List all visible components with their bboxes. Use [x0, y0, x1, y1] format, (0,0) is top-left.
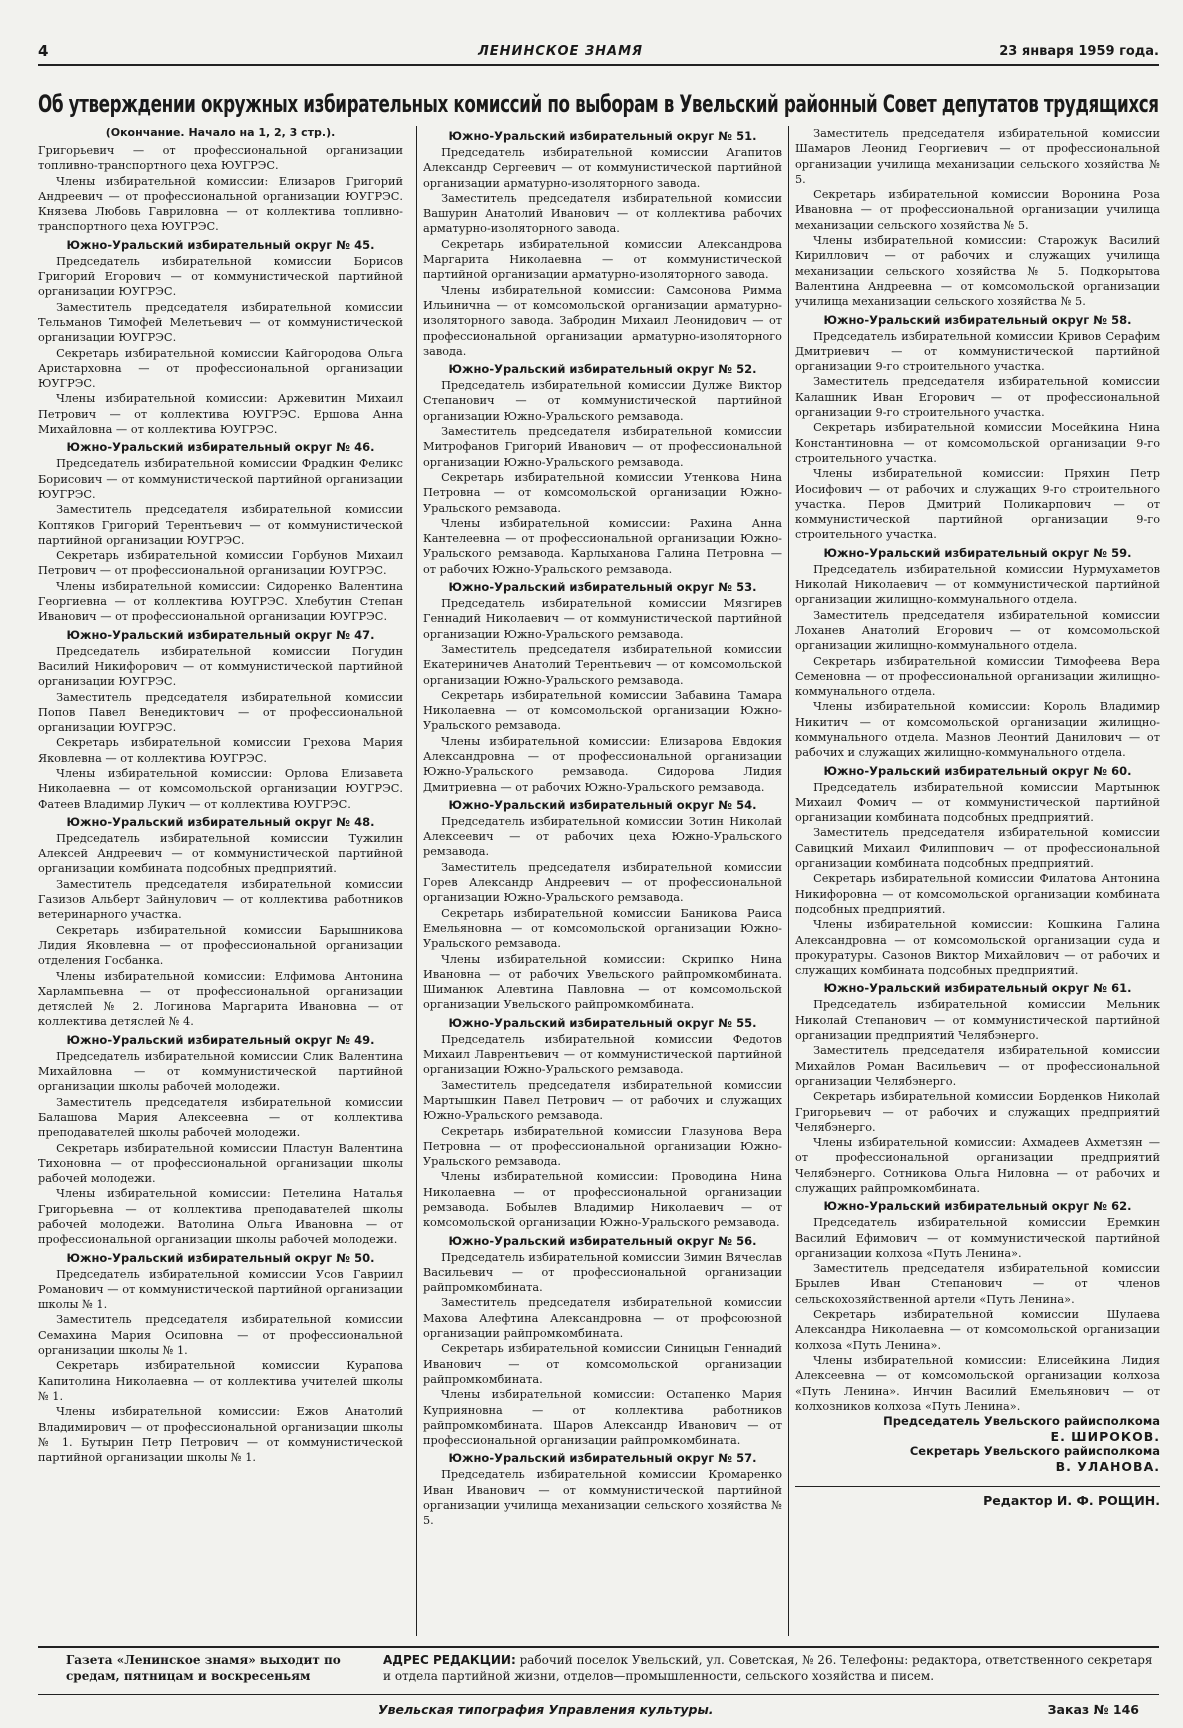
paragraph: Заместитель председателя избирательной комиссии Екатериничев Анатолий Терентьевич — от комсомольской организации Южно-Уральского ремзавода.	[423, 642, 782, 687]
district-heading: Южно-Уральский избирательный округ № 57.	[448, 1451, 757, 1466]
order-number: Заказ № 146	[1047, 1702, 1139, 1717]
paragraph: Председатель избирательной комиссии Дулже Виктор Степанович — от коммунистической партийной организации Южно-Уральского ремзавода.	[423, 379, 782, 423]
paragraph: Заместитель председателя избирательной комиссии Вашурин Анатолий Иванович — от коллектива рабочих арматурно-изоляторного завода.	[423, 191, 782, 236]
district-heading: Южно-Уральский избирательный округ № 58.	[823, 312, 1132, 327]
paragraph: Заместитель председателя избирательной комиссии Митрофанов Григорий Иванович — от профессиональной организации Южно-Уральского ремзавода.	[423, 425, 782, 469]
paragraph: Заместитель председателя избирательной комиссии Горев Александр Андреевич — от профессиональной организации Южно-Уральского ремзавода.	[423, 860, 782, 905]
paragraph: Секретарь избирательной комиссии Мосейкина Нина Константиновна — от комсомольской организации 9-го строительного участка.	[795, 421, 1160, 465]
district-heading: Южно-Уральский избирательный округ № 59.	[823, 545, 1132, 560]
paragraph: Заместитель председателя избирательной комиссии Коптяков Григорий Терентьевич — от коммунистической партийной организации ЮУГРЭС.	[38, 503, 403, 547]
paragraph: Председатель избирательной комиссии Мартынюк Михаил Фомич — от коммунистической партийной организации комбината подсобных предприятий.	[795, 780, 1160, 825]
district-heading: Южно-Уральский избирательный округ № 60.	[823, 763, 1132, 778]
paragraph: Заместитель председателя избирательной комиссии Михайлов Роман Васильевич — от профессиональной организации Челябэнерго.	[795, 1044, 1160, 1088]
paragraph: Члены избирательной комиссии: Самсонова Римма Ильинична — от комсомольской организации арматурно-изоляторного завода. Забродин Михаил Леонидович — от профессиональной организации арматурно-изоляторного завода.	[423, 283, 782, 358]
column-1	[38, 126, 403, 1636]
district-heading: Южно-Уральский избирательный округ № 51.	[448, 129, 757, 143]
paragraph: Заместитель председателя избирательной комиссии Лоханев Анатолий Егорович — от комсомольской организации жилищно-коммунального отдела.	[795, 608, 1160, 653]
paragraph: Члены избирательной комиссии: Петелина Наталья Григорьевна — от коллектива преподавателей школы рабочей молодежи. Ватолина Ольга Ивановна — от профессиональной организации школы рабочей молодежи.	[38, 1187, 403, 1247]
column-3-body	[795, 126, 1160, 1414]
district-heading: Южно-Уральский избирательный округ № 45.	[66, 237, 375, 252]
paragraph: Секретарь избирательной комиссии Грехова Мария Яковлевна — от коллектива ЮУГРЭС.	[38, 736, 403, 765]
paragraph: Заместитель председателя избирательной комиссии Тельманов Тимофей Мелетьевич — от коммунистической организации ЮУГРЭС.	[38, 300, 403, 345]
district-heading: Южно-Уральский избирательный округ № 49.	[66, 1032, 375, 1047]
paragraph: Председатель избирательной комиссии Кромаренко Иван Иванович — от коммунистической партийной организации училища механизации сельского хозяйства № 5.	[423, 1468, 782, 1528]
paragraph: Члены избирательной комиссии: Аржевитин Михаил Петрович — от коллектива ЮУГРЭС. Ершова Анна Михайловна — от коллектива ЮУГРЭС.	[38, 392, 403, 437]
paragraph: Заместитель председателя избирательной комиссии Шамаров Леонид Георгиевич — от профессиональной организации училища механизации сельского хозяйства № 5.	[795, 127, 1160, 186]
district-heading: Южно-Уральский избирательный округ № 47.	[66, 627, 375, 642]
paragraph: Секретарь избирательной комиссии Забавина Тамара Николаевна — от комсомольской организации Южно-Уральского ремзавода.	[423, 688, 782, 733]
paragraph: Заместитель председателя избирательной комиссии Махова Алефтина Александровна — от профсоюзной организации райпромкомбината.	[423, 1296, 782, 1341]
paragraph: Председатель избирательной комиссии Тужилин Алексей Андреевич — от коммунистической партийной организации комбината подсобных предприятий.	[38, 831, 403, 876]
paragraph: Члены избирательной комиссии: Ежов Анатолий Владимирович — от профессиональной организации школы № 1. Бутырин Петр Петрович — от коммунистической партийной организации школы № 1.	[38, 1405, 403, 1465]
district-heading: Южно-Уральский избирательный округ № 52.	[448, 362, 757, 377]
paragraph: Заместитель председателя избирательной комиссии Брылев Иван Степанович — от членов сельскохозяйственной артели «Путь Ленина».	[795, 1262, 1160, 1306]
column-3	[788, 126, 1160, 1636]
paragraph: Секретарь избирательной комиссии Горбунов Михаил Петрович — от профессиональной организации ЮУГРЭС.	[38, 549, 403, 578]
paragraph: Члены избирательной комиссии: Рахина Анна Кантелеевна — от профессиональной организации Южно-Уральского ремзавода. Карлыханова Галина Петровна — от рабочих Южно-Уральского ремзавода.	[423, 516, 782, 576]
paragraph: Заместитель председателя избирательной комиссии Попов Павел Венедиктович — от профессиональной организации ЮУГРЭС.	[38, 690, 403, 735]
district-heading: Южно-Уральский избирательный округ № 54.	[448, 797, 757, 812]
paragraph: Заместитель председателя избирательной комиссии Балашова Мария Алексеевна — от коллектива преподавателей школы рабочей молодежи.	[38, 1095, 403, 1140]
paragraph: Секретарь избирательной комиссии Шулаева Александра Николаевна — от комсомольской организации колхоза «Путь Ленина».	[795, 1308, 1160, 1352]
paragraph: Председатель избирательной комиссии Слик Валентина Михайловна — от коммунистической партийной организации школы рабочей молодежи.	[38, 1049, 403, 1094]
paragraph: Заместитель председателя избирательной комиссии Калашник Иван Егорович — от профессиональной организации 9-го строительного участка.	[795, 375, 1160, 420]
paragraph: Председатель избирательной комиссии Мельник Николай Степанович — от коммунистической партийной организации предприятий Челябэнерго.	[795, 998, 1160, 1043]
headline: Об утверждении окружных избирательных комиссий по выборам в Увельский районный Совет депутатов трудящихся	[38, 90, 1159, 118]
paragraph: Секретарь избирательной комиссии Тимофеева Вера Семеновна — от профессиональной организации жилищно-коммунального отдела.	[795, 654, 1160, 699]
article-columns	[38, 126, 1159, 1636]
paragraph: Секретарь избирательной комиссии Глазунова Вера Петровна — от профессиональной организации Южно-Уральского ремзавода.	[423, 1124, 782, 1169]
chair-name: Е. ШИРОКОВ.	[1050, 1429, 1160, 1445]
editor-line: Редактор И. Ф. РОЩИН.	[795, 1486, 1160, 1508]
publication-schedule: Газета «Ленинское знамя» выходит по средам, пятницам и воскресеньям	[66, 1653, 341, 1683]
paragraph: Члены избирательной комиссии: Старожук Василий Кириллович — от рабочих и служащих училища механизации сельского хозяйства № 5. Подкорытова Валентина Андреевна — от комсомольской организации училища механизации сельского хозяйства № 5.	[795, 234, 1160, 309]
printer: Увельская типография Управления культуры.	[378, 1702, 714, 1717]
paragraph: Члены избирательной комиссии: Елизаров Григорий Андреевич — от профессиональной организации ЮУГРЭС. Князева Любовь Гавриловна — от коллектива топливно-транспортного цеха ЮУГРЭС.	[38, 174, 403, 234]
paragraph: Заместитель председателя избирательной комиссии Савицкий Михаил Филиппович — от профессиональной организации комбината подсобных предприятий.	[795, 826, 1160, 871]
column-2	[416, 126, 782, 1636]
paragraph: Секретарь избирательной комиссии Воронина Роза Ивановна — от профессиональной организации училища механизации сельского хозяйства № 5.	[795, 188, 1160, 232]
paragraph: Секретарь избирательной комиссии Барышникова Лидия Яковлевна — от профессиональной организации отделения Госбанка.	[38, 923, 403, 968]
page-header	[38, 40, 1159, 66]
paragraph: Председатель избирательной комиссии Еремкин Василий Ефимович — от коммунистической партийной организации колхоза «Путь Ленина».	[795, 1216, 1160, 1260]
district-heading: Южно-Уральский избирательный округ № 61.	[823, 981, 1132, 996]
paragraph: Члены избирательной комиссии: Кошкина Галина Александровна — от комсомольской организации суда и прокуратуры. Сазонов Виктор Михайлович — от рабочих и служащих комбината подсобных предприятий.	[795, 918, 1160, 978]
paragraph: Секретарь избирательной комиссии Пластун Валентина Тихоновна — от профессиональной организации школы рабочей молодежи.	[38, 1141, 403, 1186]
footer	[38, 1646, 1159, 1695]
paragraph: Председатель избирательной комиссии Усов Гавриил Романович — от коммунистической партийной организации школы № 1.	[38, 1267, 403, 1312]
paragraph: Члены избирательной комиссии: Елфимова Антонина Харлампьевна — от профессиональной организации детяслей № 2. Логинова Маргарита Ивановна — от коллектива детяслей № 4.	[38, 969, 403, 1029]
paragraph: Члены избирательной комиссии: Пряхин Петр Иосифович — от рабочих и служащих 9-го строительного участка. Перов Дмитрий Поликарпович — от коммунистической партийной организации 9-го строительного участка.	[795, 467, 1160, 542]
paragraph: Члены избирательной комиссии: Проводина Нина Николаевна — от профессиональной организации ремзавода. Бобылев Владимир Николаевич — от комсомольской организации Южно-Уральского ремзавода.	[423, 1170, 782, 1230]
paragraph: Члены избирательной комиссии: Скрипко Нина Ивановна — от рабочих Увельского райпромкомбината. Шиманюк Алевтина Павловна — от комсомольской организации Увельского райпромкомбината.	[423, 952, 782, 1012]
paragraph: Председатель избирательной комиссии Зимин Вячеслав Васильевич — от профессиональной организации райпромкомбината.	[423, 1250, 782, 1295]
imprint	[38, 1702, 1159, 1722]
paragraph: Секретарь избирательной комиссии Борденков Николай Григорьевич — от рабочих и служащих предприятий Челябэнерго.	[795, 1090, 1160, 1134]
paragraph: Члены избирательной комиссии: Остапенко Мария Куприяновна — от коллектива работников райпромкомбината. Шаров Александр Иванович — от профессиональной организации райпромкомбината.	[423, 1388, 782, 1448]
secretary-title: Секретарь Увельского райисполкома	[909, 1444, 1160, 1459]
paragraph: Председатель избирательной комиссии Зотин Николай Алексеевич — от рабочих цеха Южно-Уральского ремзавода.	[423, 814, 782, 859]
paragraph: Председатель избирательной комиссии Кривов Серафим Дмитриевич — от коммунистической партийной организации 9-го строительного участка.	[795, 329, 1160, 374]
paragraph: Председатель избирательной комиссии Нурмухаметов Николай Николаевич — от коммунистической партийной организации жилищно-коммунального отдела.	[795, 562, 1160, 607]
paragraph: Заместитель председателя избирательной комиссии Семахина Мария Осиповна — от профессиональной организации школы № 1.	[38, 1313, 403, 1358]
district-heading: Южно-Уральский избирательный округ № 48.	[66, 814, 375, 829]
paragraph: Заместитель председателя избирательной комиссии Мартышкин Павел Петрович — от рабочих и служащих Южно-Уральского ремзавода.	[423, 1078, 782, 1123]
district-heading: Южно-Уральский избирательный округ № 56.	[448, 1233, 757, 1248]
page-number: 4	[38, 42, 49, 60]
paragraph: Секретарь избирательной комиссии Курапова Капитолина Николаевна — от коллектива учителей школы № 1.	[38, 1359, 403, 1403]
district-heading: Южно-Уральский избирательный округ № 53.	[448, 580, 757, 595]
district-heading: Южно-Уральский избирательный округ № 46.	[66, 440, 375, 455]
paragraph: Члены избирательной комиссии: Елисейкина Лидия Алексеевна — от комсомольской организации колхоза «Путь Ленина». Инчин Василий Емельянович — от колхозников колхоза «Путь Ленина».	[795, 1353, 1160, 1413]
district-heading: Южно-Уральский избирательный округ № 62.	[823, 1199, 1132, 1214]
paragraph: Секретарь избирательной комиссии Утенкова Нина Петровна — от комсомольской организации Южно-Уральского ремзавода.	[423, 470, 782, 515]
paragraph: Члены избирательной комиссии: Ахмадеев Ахметзян — от профессиональной организации предприятий Челябэнерго. Сотникова Ольга Ниловна — от рабочих и служащих райпромкомбината.	[795, 1136, 1160, 1195]
paragraph: Заместитель председателя избирательной комиссии Газизов Альберт Зайнулович — от коллектива работников ветеринарного участка.	[38, 877, 403, 922]
paragraph: Секретарь избирательной комиссии Кайгородова Ольга Аристарховна — от профессиональной организации ЮУГРЭС.	[38, 346, 403, 391]
paragraph: Председатель избирательной комиссии Федотов Михаил Лаврентьевич — от коммунистической партийной организации Южно-Уральского ремзавода.	[423, 1032, 782, 1077]
address-label: АДРЕС РЕДАКЦИИ:	[383, 1653, 516, 1667]
editorial-address	[383, 1652, 1159, 1684]
paragraph: Григорьевич — от профессиональной организации топливно-транспортного цеха ЮУГРЭС.	[38, 144, 403, 173]
paragraph: Члены избирательной комиссии: Сидоренко Валентина Георгиевна — от коллектива ЮУГРЭС. Хлебутин Степан Иванович — от профессиональной организации ЮУГРЭС.	[38, 579, 403, 624]
issue-date: 23 января 1959 года.	[999, 44, 1159, 59]
paragraph: Секретарь избирательной комиссии Баникова Раиса Емельяновна — от комсомольской организации Южно-Уральского ремзавода.	[423, 906, 782, 951]
chair-title: Председатель Увельского райисполкома	[883, 1414, 1160, 1429]
paragraph: Председатель избирательной комиссии Борисов Григорий Егорович — от коммунистической партийной организации ЮУГРЭС.	[38, 254, 403, 299]
paragraph: Члены избирательной комиссии: Король Владимир Никитич — от комсомольской организации жилищно-коммунального отдела. Мазнов Леонтий Данилович — от рабочих и служащих жилищно-коммунального отдела.	[795, 700, 1160, 760]
paragraph: Председатель избирательной комиссии Мязгирев Геннадий Николаевич — от коммунистической партийной организации Южно-Уральского ремзавода.	[423, 597, 782, 641]
continuation-note: (Окончание. Начало на 1, 2, 3 стр.).	[105, 126, 336, 139]
paragraph: Члены избирательной комиссии: Елизарова Евдокия Александровна — от профессиональной организации Южно-Уральского ремзавода. Сидорова Лидия Дмитриевна — от рабочих Южно-Уральского ремзавода.	[423, 734, 782, 794]
address-text: рабочий поселок Увельский, ул. Советская, № 26. Телефоны: редактора, ответственного секретаря и отдела партийной жизни, отделов—промышленности, сельского хозяйства и писем.	[383, 1653, 1153, 1683]
district-heading: Южно-Уральский избирательный округ № 50.	[66, 1250, 375, 1265]
newspaper-title: ЛЕНИНСКОЕ ЗНАМЯ	[478, 44, 644, 59]
paragraph: Председатель избирательной комиссии Фрадкин Феликс Борисович — от коммунистической партийной организации ЮУГРЭС.	[38, 457, 403, 501]
paragraph: Секретарь избирательной комиссии Синицын Геннадий Иванович — от комсомольской организации райпромкомбината.	[423, 1342, 782, 1386]
paragraph: Председатель избирательной комиссии Погудин Василий Никифорович — от коммунистической партийной организации ЮУГРЭС.	[38, 644, 403, 689]
district-heading: Южно-Уральский избирательный округ № 55.	[448, 1015, 757, 1030]
paragraph: Члены избирательной комиссии: Орлова Елизавета Николаевна — от комсомольской организации ЮУГРЭС. Фатеев Владимир Лукич — от коллектива ЮУГРЭС.	[38, 766, 403, 811]
paragraph: Секретарь избирательной комиссии Александрова Маргарита Николаевна — от коммунистической партийной организации арматурно-изоляторного завода.	[423, 237, 782, 282]
secretary-name: В. УЛАНОВА.	[1055, 1459, 1160, 1475]
signatures	[795, 1414, 1160, 1474]
paragraph: Секретарь избирательной комиссии Филатова Антонина Никифоровна — от комсомольской организации комбината подсобных предприятий.	[795, 872, 1160, 916]
paragraph: Председатель избирательной комиссии Агапитов Александр Сергеевич — от коммунистической партийной организации арматурно-изоляторного завода.	[423, 146, 782, 190]
